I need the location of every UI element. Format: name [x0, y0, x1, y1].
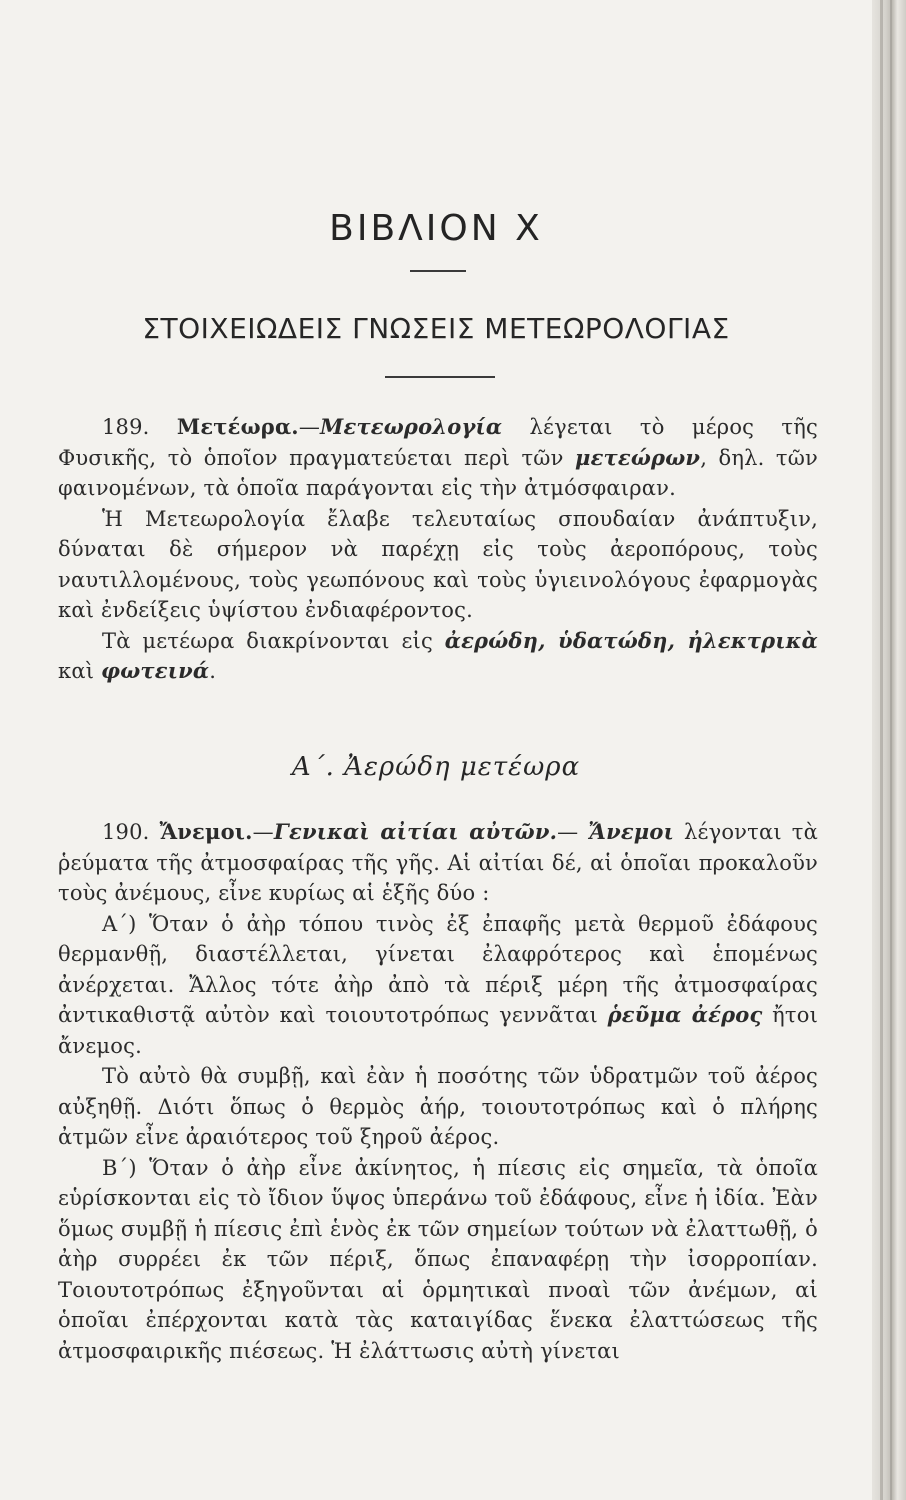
paragraph-190-4: Β΄) Ὅταν ὁ ἀὴρ εἶνε ἀκίνητος, ἡ πίεσις εἰς σημεῖα, τὰ ὁποῖα εὑρίσκονται εἰς τὸ ἴδιον ὕψος ὑπεράνω τοῦ ἐδάφους, εἶνε ἡ ἰδία. Ἐὰν ὅμως συμβῇ ἡ πίεσις ἐπὶ ἑνὸς ἐκ τῶν σημείων τούτων νὰ ἐλαττωθῇ, ὁ ἀὴρ συρρέει ἐκ τῶν πέριξ, ὅπως ἐπαναφέρῃ τὴν ἰσορροπίαν. Τοιουτοτρόπως ἐξηγοῦνται αἱ ὁρμητικαὶ πνοαὶ τῶν ἀνέμων, αἱ ὁποῖαι ἐπέρχονται κατὰ τὰς καταιγίδας ἕνεκα ἐλαττώσεως τῆς ἀτμοσφαιρικῆς πιέσεως. Ἡ ἐλάττωσις αὐτὴ γίνεται	[58, 1155, 818, 1363]
section-190	[58, 817, 818, 1366]
term-air-current: ῥεῦμα ἀέρος	[607, 1002, 763, 1027]
section-heading-a: Α΄. Ἀερώδη μετέωρα	[291, 752, 581, 782]
paragraph-189-1: 189. Μετέωρα.—Μετεωρολογία λέγεται τὸ μέρος τῆς Φυσικῆς, τὸ ὁποῖον πραγματεύεται περὶ τῶν μετεώρων, δηλ. τῶν φαινομένων, τὰ ὁποῖα παράγονται εἰς τὴν ἀτμόσφαιραν.	[58, 414, 819, 500]
book-title: ΒΙΒΛΙΟΝ X	[329, 208, 543, 249]
paragraph-189-2: Ἡ Μετεωρολογία ἔλαβε τελευταίως σπουδαίαν ἀνάπτυξιν, δύναται δὲ σήμερον νὰ παρέχῃ εἰς τοὺς ἀεροπόρους, τοὺς ναυτιλλομένους, τοὺς γεωπόνους καὶ τοὺς ὑγιεινολόγους ἐφαρμογὰς καὶ ἐνδείξεις ὑψίστου ἐνδιαφέροντος.	[58, 506, 818, 622]
paragraph-190-2: Α΄) Ὅταν ὁ ἀὴρ τόπου τινὸς ἐξ ἐπαφῆς μετὰ θερμοῦ ἐδάφους θερμανθῇ, διαστέλλεται, γίνεται ἐλαφρότερος καὶ ἑπομένως ἀνέρχεται. Ἄλλος τότε ἀὴρ ἀπὸ τὰ πέριξ μέρη τῆς ἀτμοσφαίρας ἀντικαθιστᾷ αὐτὸν καὶ τοιουτοτρόπως γεννᾶται ῥεῦμα ἀέρος ἤτοι ἄνεμος.	[58, 911, 818, 1058]
subtitle-rule	[385, 376, 495, 378]
title-rule	[410, 270, 466, 272]
term-winds: Ἄνεμοι	[588, 819, 674, 844]
section-title: Ἄνεμοι.	[159, 819, 253, 844]
page-edge-binding	[872, 0, 906, 1500]
term-meteorology: Μετεωρολογία	[320, 414, 503, 439]
section-number: 189.	[102, 415, 150, 439]
book-subtitle: ΣΤΟΙΧΕΙΩΔΕΙΣ ΓΝΩΣΕΙΣ ΜΕΤΕΩΡΟΛΟΓΙΑΣ	[142, 312, 730, 345]
section-number: 190.	[102, 820, 150, 844]
meteora-kind-light: φωτεινά	[101, 658, 210, 683]
term-meteora: μετεώρων	[575, 444, 701, 470]
paragraph-190-3: Τὸ αὐτὸ θὰ συμβῇ, καὶ ἐὰν ἡ ποσότης τῶν ὑδρατμῶν τοῦ ἀέρος αὐξηθῇ. Διότι ὅπως ὁ θερμὸς ἀήρ, τοιουτοτρόπως καὶ ὁ πλήρης ἀτμῶν εἶνε ἀραιότερος τοῦ ξηροῦ ἀέρος.	[58, 1064, 818, 1149]
section-title: Μετέωρα.	[176, 414, 299, 439]
section-189	[58, 412, 818, 687]
paragraph-189-3: Τὰ μετέωρα διακρίνονται εἰς ἀερώδη, ὑδατώδη, ἠλεκτρικὰ καὶ φωτεινά.	[58, 627, 818, 683]
section-subtitle: Γενικαὶ αἰτίαι αὐτῶν.	[273, 819, 558, 844]
meteora-kinds: ἀερώδη, ὑδατώδη, ἠλεκτρικὰ	[444, 627, 818, 653]
paragraph-190-1: 190. Ἄνεμοι.—Γενικαὶ αἰτίαι αὐτῶν.— Ἄνεμοι λέγονται τὰ ῥεύματα τῆς ἀτμοσφαίρας τῆς γῆς. Αἱ αἰτίαι δέ, αἱ ὁποῖαι προκαλοῦν τοὺς ἀνέμους, εἶνε κυρίως αἱ ἑξῆς δύο :	[58, 819, 819, 905]
